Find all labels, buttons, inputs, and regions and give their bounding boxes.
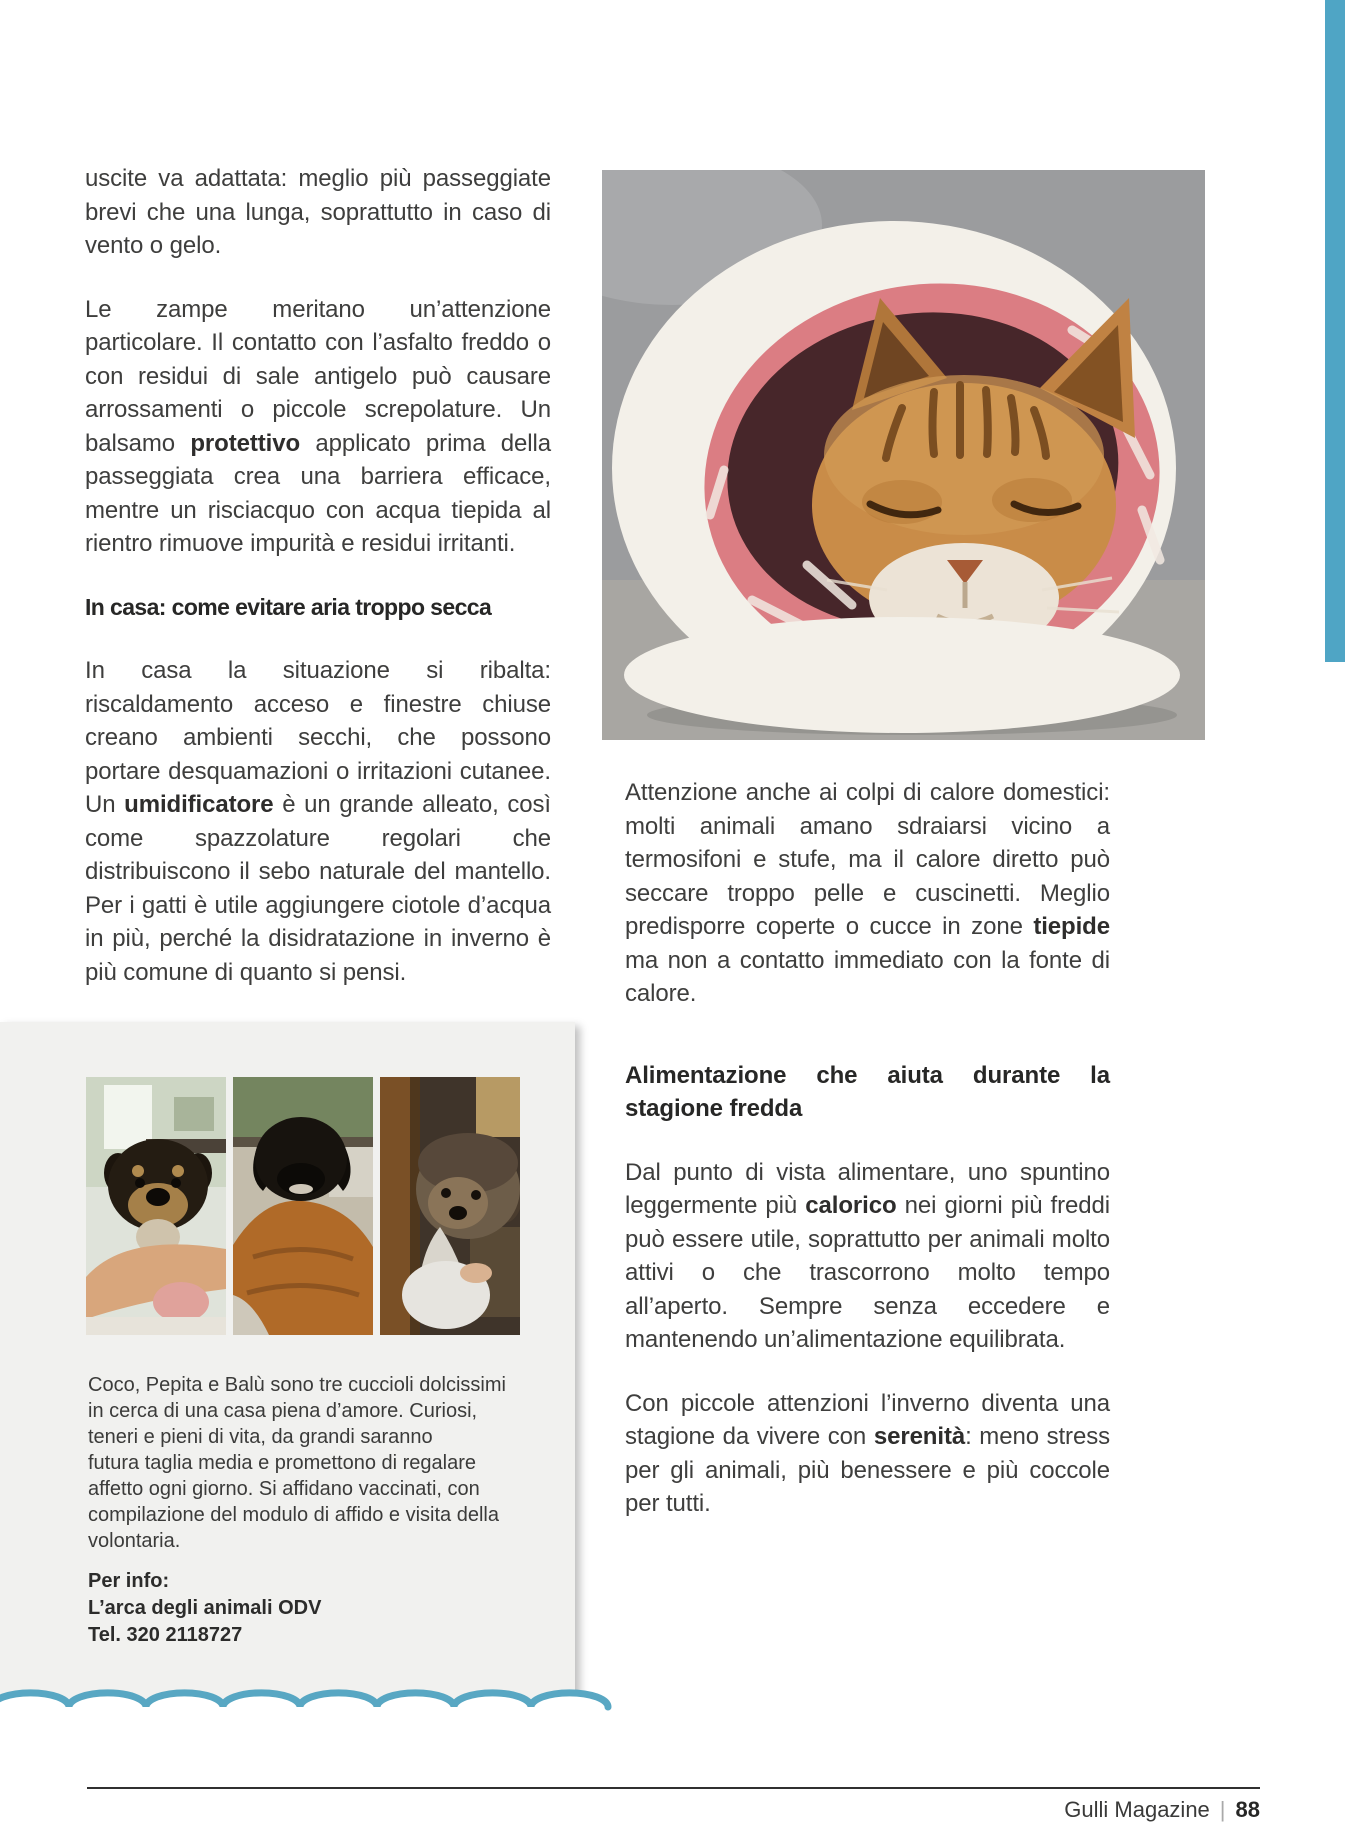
paragraph-walks: uscite va adattata: meglio più passeggiate brevi che una lunga, soprattutto in caso di vento o gelo. (85, 165, 551, 259)
left-column (85, 162, 551, 989)
adoption-box (0, 1022, 575, 1702)
paragraph-paws: Le zampe meritano un’attenzione particolare. Il contatto con l’asfalto freddo o con residui di sale antigelo può causare arrossamenti o piccole screpolature. Un balsamo protettivo applicato prima della passeggiata crea una barriera efficace, mentre un risciacquo con acqua tiepida al rientro rimuove impurità e residui irritanti. (85, 295, 551, 557)
paragraph-indoor-air: In casa la situazione si ribalta: riscaldamento acceso e finestre chiuse creano ambienti secchi, che possono portare desquamazioni o irritazioni cutanee. Un umidificatore è un grande alleato, così come spazzolature regolari che distribuiscono il sebo naturale del mantello. Per i gatti è utile aggiungere ciotole d’acqua in più, perché la disidratazione in inverno è più comune di quanto si pensi. (85, 657, 551, 986)
adoption-caption: Coco, Pepita e Balù sono tre cuccioli dolcissimi in cerca di una casa piena d’amore. Curiosi, teneri e pieni di vita, da grandi saranno futura taglia media e promettono di regalare affetto ogni giorno. Si affidano vaccinati, con compilazione del modulo di affido e visita della volontaria. (88, 1374, 506, 1552)
footer (87, 1797, 1260, 1823)
cat-photo-image (602, 170, 1205, 740)
page-number: 88 (1235, 1797, 1260, 1822)
section-heading-nutrition: Alimentazione che aiuta durante la stagione fredda (625, 1061, 1110, 1122)
phone-number: Tel. 320 2118727 (88, 1624, 243, 1646)
info-label: Per info: (88, 1570, 170, 1592)
org-name: L’arca degli animali ODV (88, 1597, 322, 1619)
paragraph-nutrition: Dal punto di vista alimentare, uno spuntino leggermente più calorico nei giorni più freddi può essere utile, soprattutto per animali molto attivi o che trascorrono molto tempo all’aperto. Sempre senza eccedere e mantenendo un’alimentazione equilibrata. (625, 1158, 1110, 1353)
footer-rule (87, 1787, 1260, 1789)
paragraph-heat-sources: Attenzione anche ai colpi di calore domestici: molti animali amano sdraiarsi vicino a termosifoni e stufe, ma il calore diretto può seccare troppo pelle e cuscinetti. Meglio predisporre coperte o cucce in zone tiepide ma non a contatto immediato con la fonte di calore. (625, 779, 1110, 1007)
right-column (625, 776, 1110, 1521)
wavy-border (0, 1688, 575, 1718)
accent-bar (1325, 0, 1345, 662)
puppy-photo-2 (233, 1077, 373, 1335)
footer-separator: | (1219, 1797, 1226, 1822)
puppy-photo-3 (380, 1077, 520, 1335)
puppy-photo-row (86, 1077, 520, 1335)
puppy-photo-1 (86, 1077, 226, 1335)
section-heading-indoor: In casa: come evitare aria troppo secca (85, 593, 492, 620)
adoption-contact-info (88, 1568, 528, 1649)
cat-photo (602, 170, 1205, 740)
paragraph-closing: Con piccole attenzioni l’inverno diventa una stagione da vivere con serenità: meno stress per gli animali, più benessere e più coccole per tutti. (625, 1389, 1110, 1517)
magazine-name: Gulli Magazine (1064, 1797, 1210, 1822)
